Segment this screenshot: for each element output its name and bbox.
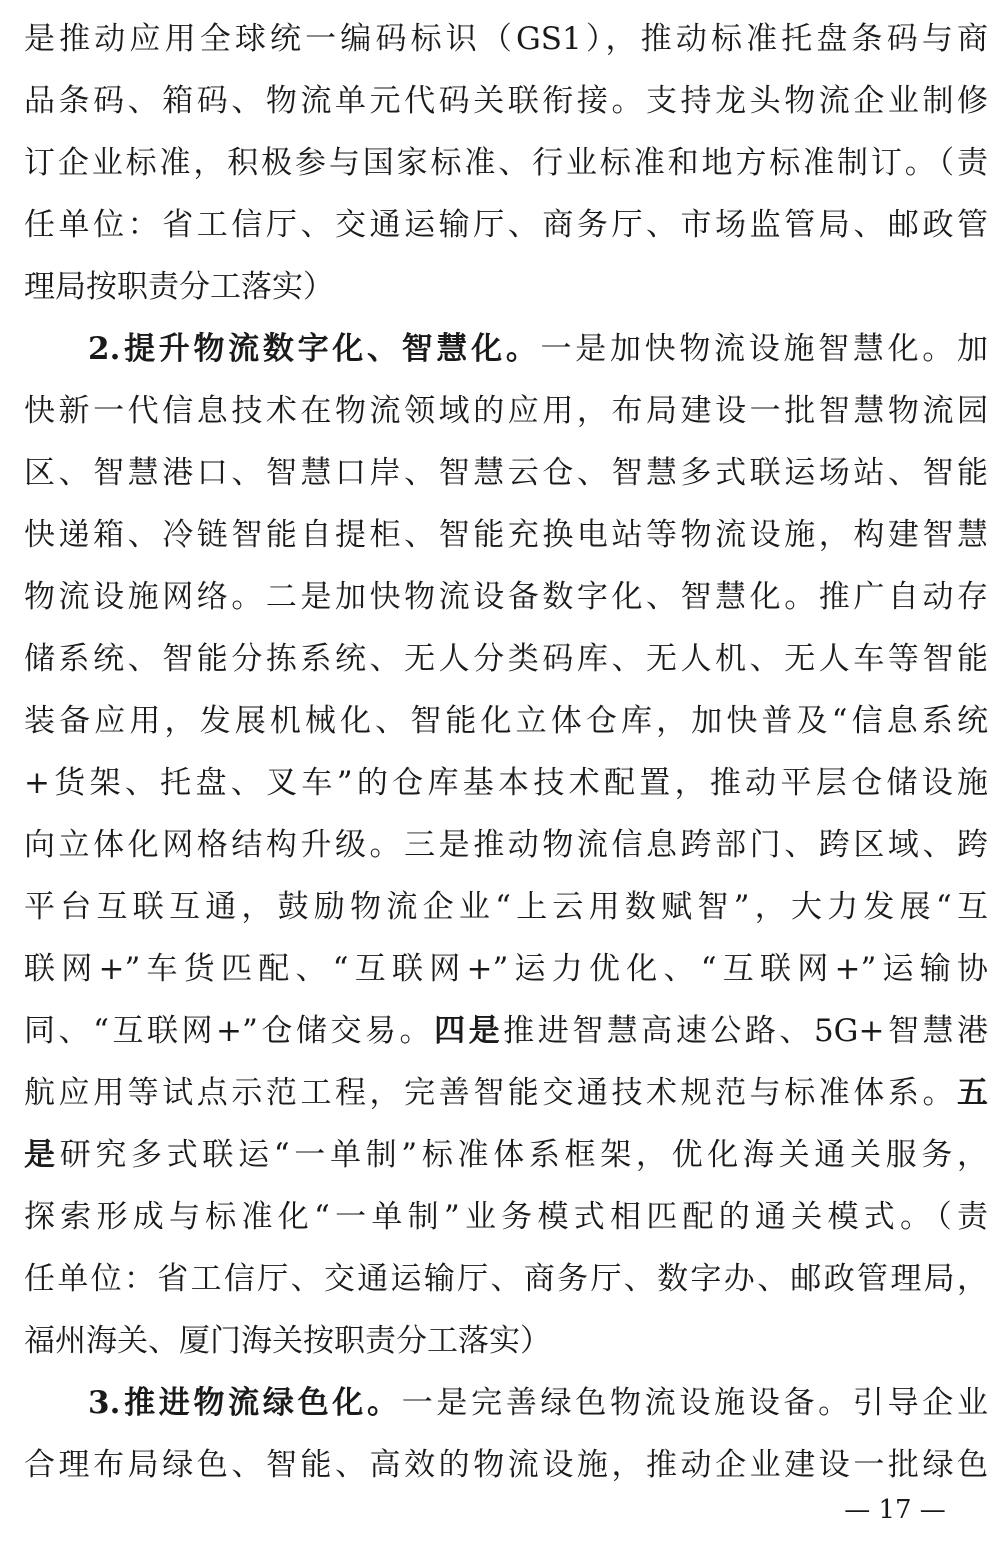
text-line-24: 合理布局绿色、智能、高效的物流设施，推动企业建设一批绿色 (24, 1447, 988, 1483)
text-line-16: 联网+”车货匹配、“互联网+”运力优化、“互联网+”运输协 (24, 951, 988, 987)
text-line-19-part-2: 研究多式联运“一单制”标准体系框架，优化海关通关服务， (59, 1137, 988, 1173)
text-line-1: 是推动应用全球统一编码标识（GS1），推动标准托盘条码与商 (24, 21, 988, 57)
text-line-8: 区、智慧港口、智慧口岸、智慧云仓、智慧多式联运场站、智能 (24, 455, 988, 491)
text-line-12: 装备应用，发展机械化、智能化立体仓库，加快普及“信息系统 (24, 703, 988, 739)
text-line-18 (24, 1062, 988, 1124)
text-line-7: 快新一代信息技术在物流领域的应用，布局建设一批智慧物流园 (24, 393, 988, 429)
text-line-21: 任单位：省工信厅、交通运输厅、商务厅、数字办、邮政管理局， (24, 1261, 988, 1297)
text-line-13: +货架、托盘、叉车”的仓库基本技术配置，推动平层仓储设施 (24, 765, 988, 801)
text-line-5: 理局按职责分工落实） (24, 269, 334, 305)
text-line-3: 订企业标准，积极参与国家标准、行业标准和地方标准制订。（责 (24, 145, 988, 181)
text-line-17-part-2: 推进智慧高速公路、5G+智慧港 (503, 1013, 988, 1049)
section-3-heading: 3.推进物流绿色化。 (88, 1385, 402, 1421)
text-line-14: 向立体化网格结构升级。三是推动物流信息跨部门、跨区域、跨 (24, 827, 988, 863)
text-line-9: 快递箱、冷链智能自提柜、智能充换电站等物流设施，构建智慧 (24, 517, 988, 553)
emphasis-fifth-b: 是 (24, 1137, 60, 1173)
page-number: — 17 — (844, 1495, 946, 1525)
text-line-19 (24, 1124, 988, 1186)
text-line-15: 平台互联互通，鼓励物流企业“上云用数赋智”，大力发展“互 (24, 889, 988, 925)
text-line-18-part-1: 航应用等试点示范工程，完善智能交通技术规范与标准体系。 (24, 1075, 957, 1111)
text-line-2: 品条码、箱码、物流单元代码关联衔接。支持龙头物流企业制修 (24, 83, 988, 119)
section-2-heading-rest: 一是加快物流设施智慧化。加 (540, 331, 988, 367)
section-3-heading-line (88, 1372, 988, 1434)
emphasis-fourth: 四是 (434, 1013, 504, 1049)
section-3-heading-rest: 一是完善绿色物流设施设备。引导企业 (401, 1385, 988, 1421)
text-line-22: 福州海关、厦门海关按职责分工落实） (24, 1323, 551, 1359)
text-line-4: 任单位：省工信厅、交通运输厅、商务厅、市场监管局、邮政管 (24, 207, 988, 243)
text-line-20: 探索形成与标准化“一单制”业务模式相匹配的通关模式。（责 (24, 1199, 988, 1235)
text-line-11: 储系统、智能分拣系统、无人分类码库、无人机、无人车等智能 (24, 641, 988, 677)
text-line-17 (24, 1000, 988, 1062)
section-2-heading: 2.提升物流数字化、智慧化。 (88, 331, 541, 367)
text-line-17-part-1: 同、“互联网+”仓储交易。 (24, 1013, 435, 1049)
emphasis-fifth-a: 五 (957, 1075, 988, 1111)
section-2-heading-line (88, 318, 988, 380)
text-line-10: 物流设施网络。二是加快物流设备数字化、智慧化。推广自动存 (24, 579, 988, 615)
